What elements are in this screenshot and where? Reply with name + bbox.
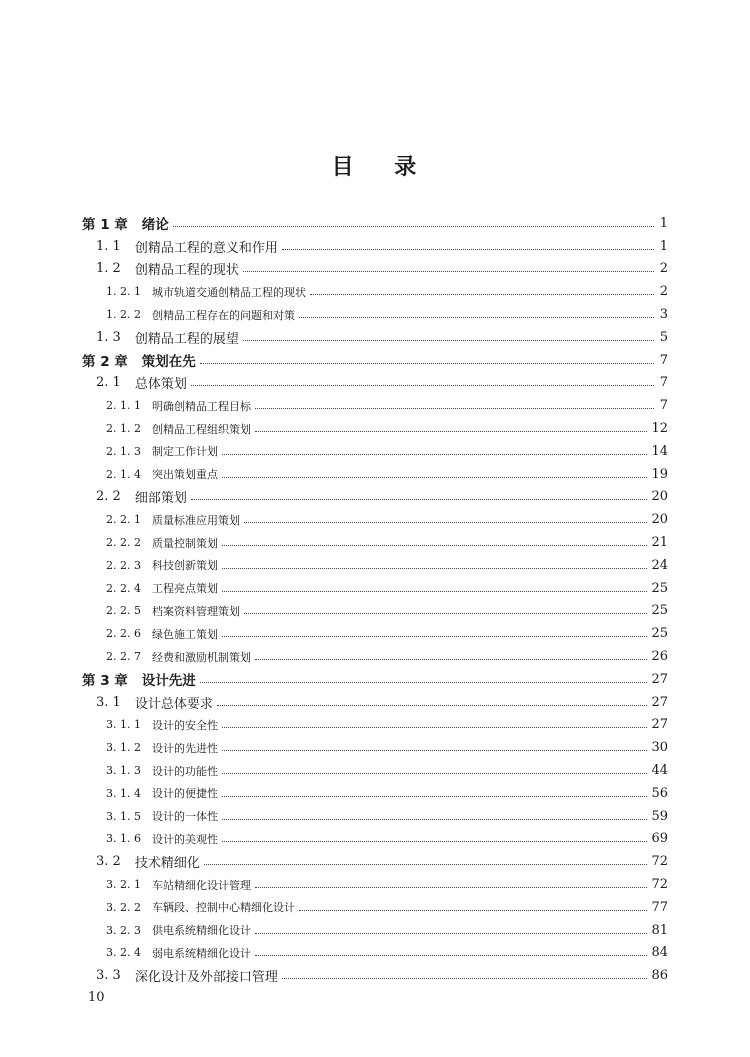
toc-entry-number: 2. 2. 5 [106,604,141,618]
toc-entry-number: 3. 1. 4 [106,786,141,800]
toc-dot-leader [244,613,647,614]
toc-entry-page: 72 [651,854,668,870]
toc-dot-leader [222,568,647,569]
toc-entry-title: 创精品工程的展望 [134,331,239,347]
toc-section-entry[interactable] [82,964,668,987]
toc-entry-page: 7 [659,398,668,414]
toc-entry-page: 5 [659,329,668,345]
toc-entry-title: 创精品工程的意义和作用 [134,240,278,256]
toc-entry-title: 设计的美观性 [151,832,218,846]
toc-dot-leader [243,271,654,272]
toc-chapter-entry[interactable] [82,349,668,372]
toc-dot-leader [222,796,647,797]
toc-entry-page: 27 [651,717,668,733]
toc-entry-number: 第 2 章 [82,354,128,371]
toc-dot-leader [255,659,647,660]
toc-dot-leader [222,477,647,478]
toc-entry-number: 3. 2. 1 [106,878,141,891]
toc-entry-title: 技术精细化 [134,856,200,872]
toc-entry-title: 档案资料管理策划 [151,604,240,618]
toc-entry-title: 科技创新策划 [151,559,218,573]
toc-entry-title: 供电系统精细化设计 [151,924,251,938]
toc-subsection-entry[interactable] [82,782,668,805]
toc-entry-title: 总体策划 [134,377,187,393]
toc-entry-title: 深化设计及外部接口管理 [134,970,278,986]
toc-entry-number: 1. 2 [96,261,121,277]
toc-entry-title: 质量控制策划 [151,536,218,550]
toc-entry-number: 2. 1. 1 [106,399,141,413]
toc-entry-title: 设计的先进性 [151,741,218,755]
toc-entry-page: 1 [659,238,668,254]
toc-entry-page: 72 [651,877,668,892]
toc-entry-page: 12 [651,421,668,437]
toc-dot-leader [222,591,647,592]
toc-dot-leader [243,340,654,341]
toc-chapter-entry[interactable] [82,212,668,235]
toc-section-entry[interactable] [82,258,668,281]
toc-entry-title: 创精品工程存在的问题和对策 [151,308,295,322]
toc-entry-page: 1 [659,215,668,231]
toc-dot-leader [222,545,647,546]
toc-entry-number: 3. 1. 1 [106,718,141,732]
toc-dot-leader [244,522,647,523]
toc-entry-number: 3. 1. 6 [106,832,141,846]
toc-subsection-entry[interactable] [82,622,668,645]
toc-entry-title: 设计的便捷性 [151,787,218,801]
toc-entry-page: 30 [651,740,668,756]
toc-entry-title: 车辆段、控制中心精细化设计 [151,901,295,915]
toc-entry-title: 突出策划重点 [151,468,218,482]
toc-dot-leader [282,978,648,979]
toc-dot-leader [191,499,648,500]
toc-dot-leader [173,226,654,227]
toc-entry-title: 策划在先 [141,354,196,371]
toc-dot-leader [282,249,654,250]
toc-entry-page: 26 [651,649,668,665]
toc-subsection-entry[interactable] [82,873,668,896]
toc-entry-title: 设计总体要求 [134,696,213,712]
toc-entry-page: 25 [651,603,668,619]
toc-subsection-entry[interactable] [82,554,668,577]
toc-entry-page: 27 [651,671,668,687]
toc-subsection-entry[interactable] [82,736,668,759]
toc-section-entry[interactable] [82,372,668,395]
toc-entry-page: 14 [651,443,668,459]
toc-entry-page: 25 [651,580,668,596]
toc-entry-number: 3. 2. 2 [106,900,141,914]
toc-dot-leader [299,910,647,911]
page-title: 目 录 [331,155,419,180]
toc-dot-leader [255,431,647,432]
toc-entry-number: 3. 1 [96,694,121,710]
toc-entry-page: 84 [651,945,668,961]
toc-entry-page: 44 [651,763,668,779]
toc-entry-page: 69 [651,831,668,847]
toc-entry-number: 1. 1 [96,238,121,254]
toc-dot-leader [222,773,647,774]
toc-entry-number: 1. 2. 2 [106,308,141,322]
toc-dot-leader [255,408,654,409]
toc-entry-page: 81 [651,922,668,938]
toc-entry-title: 设计的功能性 [151,764,218,778]
toc-entry-page: 20 [651,512,668,528]
toc-dot-leader [222,819,647,820]
toc-entry-number: 3. 2. 3 [106,923,141,937]
toc-subsection-entry[interactable] [82,714,668,737]
toc-entry-number: 2. 2. 4 [106,581,141,595]
toc-entry-number: 2. 1. 3 [106,444,141,458]
toc-entry-page: 86 [651,968,668,984]
toc-entry-number: 3. 2 [96,854,121,870]
toc-chapter-entry[interactable] [82,668,668,691]
page-number: 10 [88,990,105,1005]
toc-entry-number: 2. 2. 1 [106,513,141,527]
toc-subsection-entry[interactable] [82,600,668,623]
toc-entry-page: 27 [651,694,668,710]
toc-entry-title: 创精品工程的现状 [134,263,239,279]
toc-entry-number: 2. 2. 2 [106,536,141,550]
toc-dot-leader [191,385,654,386]
toc-dot-leader [222,841,647,842]
toc-entry-page: 20 [651,489,668,505]
toc-entry-title: 车站精细化设计管理 [151,878,251,892]
toc-entry-title: 质量标准应用策划 [151,513,240,527]
toc-entry-title: 经费和激励机制策划 [151,650,251,664]
toc-entry-number: 2. 2. 3 [106,558,141,572]
toc-entry-title: 绪论 [141,217,169,234]
toc-entry-number: 2. 2. 6 [106,627,141,641]
toc-entry-number: 2. 1 [96,375,121,391]
toc-entry-title: 弱电系统精细化设计 [151,946,251,960]
toc-subsection-entry[interactable] [82,759,668,782]
toc-dot-leader [222,750,647,751]
toc-subsection-entry[interactable] [82,303,668,326]
toc-entry-number: 2. 2. 7 [106,650,141,664]
toc-entry-page: 59 [651,808,668,824]
toc-entry-page: 2 [659,284,668,300]
toc-entry-number: 1. 2. 1 [106,285,141,299]
toc-subsection-entry[interactable] [82,805,668,828]
toc-section-entry[interactable] [82,326,668,349]
toc-subsection-entry[interactable] [82,645,668,668]
toc-entry-title: 明确创精品工程目标 [151,399,251,413]
toc-dot-leader [200,363,654,364]
toc-entry-number: 3. 1. 2 [106,741,141,755]
toc-subsection-entry[interactable] [82,280,668,303]
toc-section-entry[interactable] [82,486,668,509]
toc-entry-title: 制定工作计划 [151,445,218,459]
toc-subsection-entry[interactable] [82,508,668,531]
toc-section-entry[interactable] [82,850,668,873]
toc-entry-title: 创精品工程组织策划 [151,422,251,436]
toc-entry-title: 城市轨道交通创精品工程的现状 [151,285,306,299]
toc-subsection-entry[interactable] [82,440,668,463]
toc-entry-number: 2. 1. 4 [106,467,141,481]
toc-entry-number: 第 1 章 [82,217,128,234]
toc-subsection-entry[interactable] [82,417,668,440]
toc-subsection-entry[interactable] [82,531,668,554]
toc-entry-title: 细部策划 [134,491,187,507]
toc-entry-number: 3. 1. 3 [106,764,141,778]
toc-dot-leader [310,294,654,295]
toc-dot-leader [299,317,654,318]
toc-dot-leader [222,727,647,728]
toc-dot-leader [255,933,647,934]
toc-entry-title: 工程亮点策划 [151,582,218,596]
toc-entry-page: 21 [651,535,668,551]
toc-subsection-entry[interactable] [82,919,668,942]
toc-section-entry[interactable] [82,691,668,714]
toc-subsection-entry[interactable] [82,577,668,600]
toc-entry-page: 19 [651,466,668,482]
toc-entry-title: 设计先进 [141,673,196,690]
toc-dot-leader [255,955,647,956]
toc-dot-leader [217,705,648,706]
toc-subsection-entry[interactable] [82,394,668,417]
toc-entry-page: 24 [651,557,668,573]
toc-entry-page: 25 [651,626,668,642]
toc-dot-leader [255,887,647,888]
toc-entry-page: 2 [659,261,668,277]
toc-entry-page: 7 [659,375,668,391]
toc-subsection-entry[interactable] [82,896,668,919]
toc-entry-number: 2. 1. 2 [106,422,141,436]
toc-subsection-entry[interactable] [82,828,668,851]
toc-entry-page: 3 [659,307,668,323]
toc-entry-title: 设计的安全性 [151,718,218,732]
toc-dot-leader [200,682,648,683]
toc-subsection-entry[interactable] [82,942,668,965]
toc-entry-title: 设计的一体性 [151,810,218,824]
table-of-contents [82,212,668,987]
toc-entry-page: 56 [651,785,668,801]
toc-entry-number: 2. 2 [96,489,121,505]
toc-dot-leader [204,864,648,865]
toc-entry-number: 第 3 章 [82,673,128,690]
toc-entry-title: 绿色施工策划 [151,627,218,641]
toc-subsection-entry[interactable] [82,463,668,486]
toc-section-entry[interactable] [82,235,668,258]
toc-entry-page: 77 [651,899,668,915]
toc-entry-page: 7 [659,352,668,368]
toc-entry-number: 3. 3 [96,968,121,984]
toc-entry-number: 3. 1. 5 [106,809,141,823]
toc-dot-leader [222,454,647,455]
toc-dot-leader [222,636,647,637]
toc-entry-number: 3. 2. 4 [106,946,141,960]
toc-entry-number: 1. 3 [96,329,121,345]
